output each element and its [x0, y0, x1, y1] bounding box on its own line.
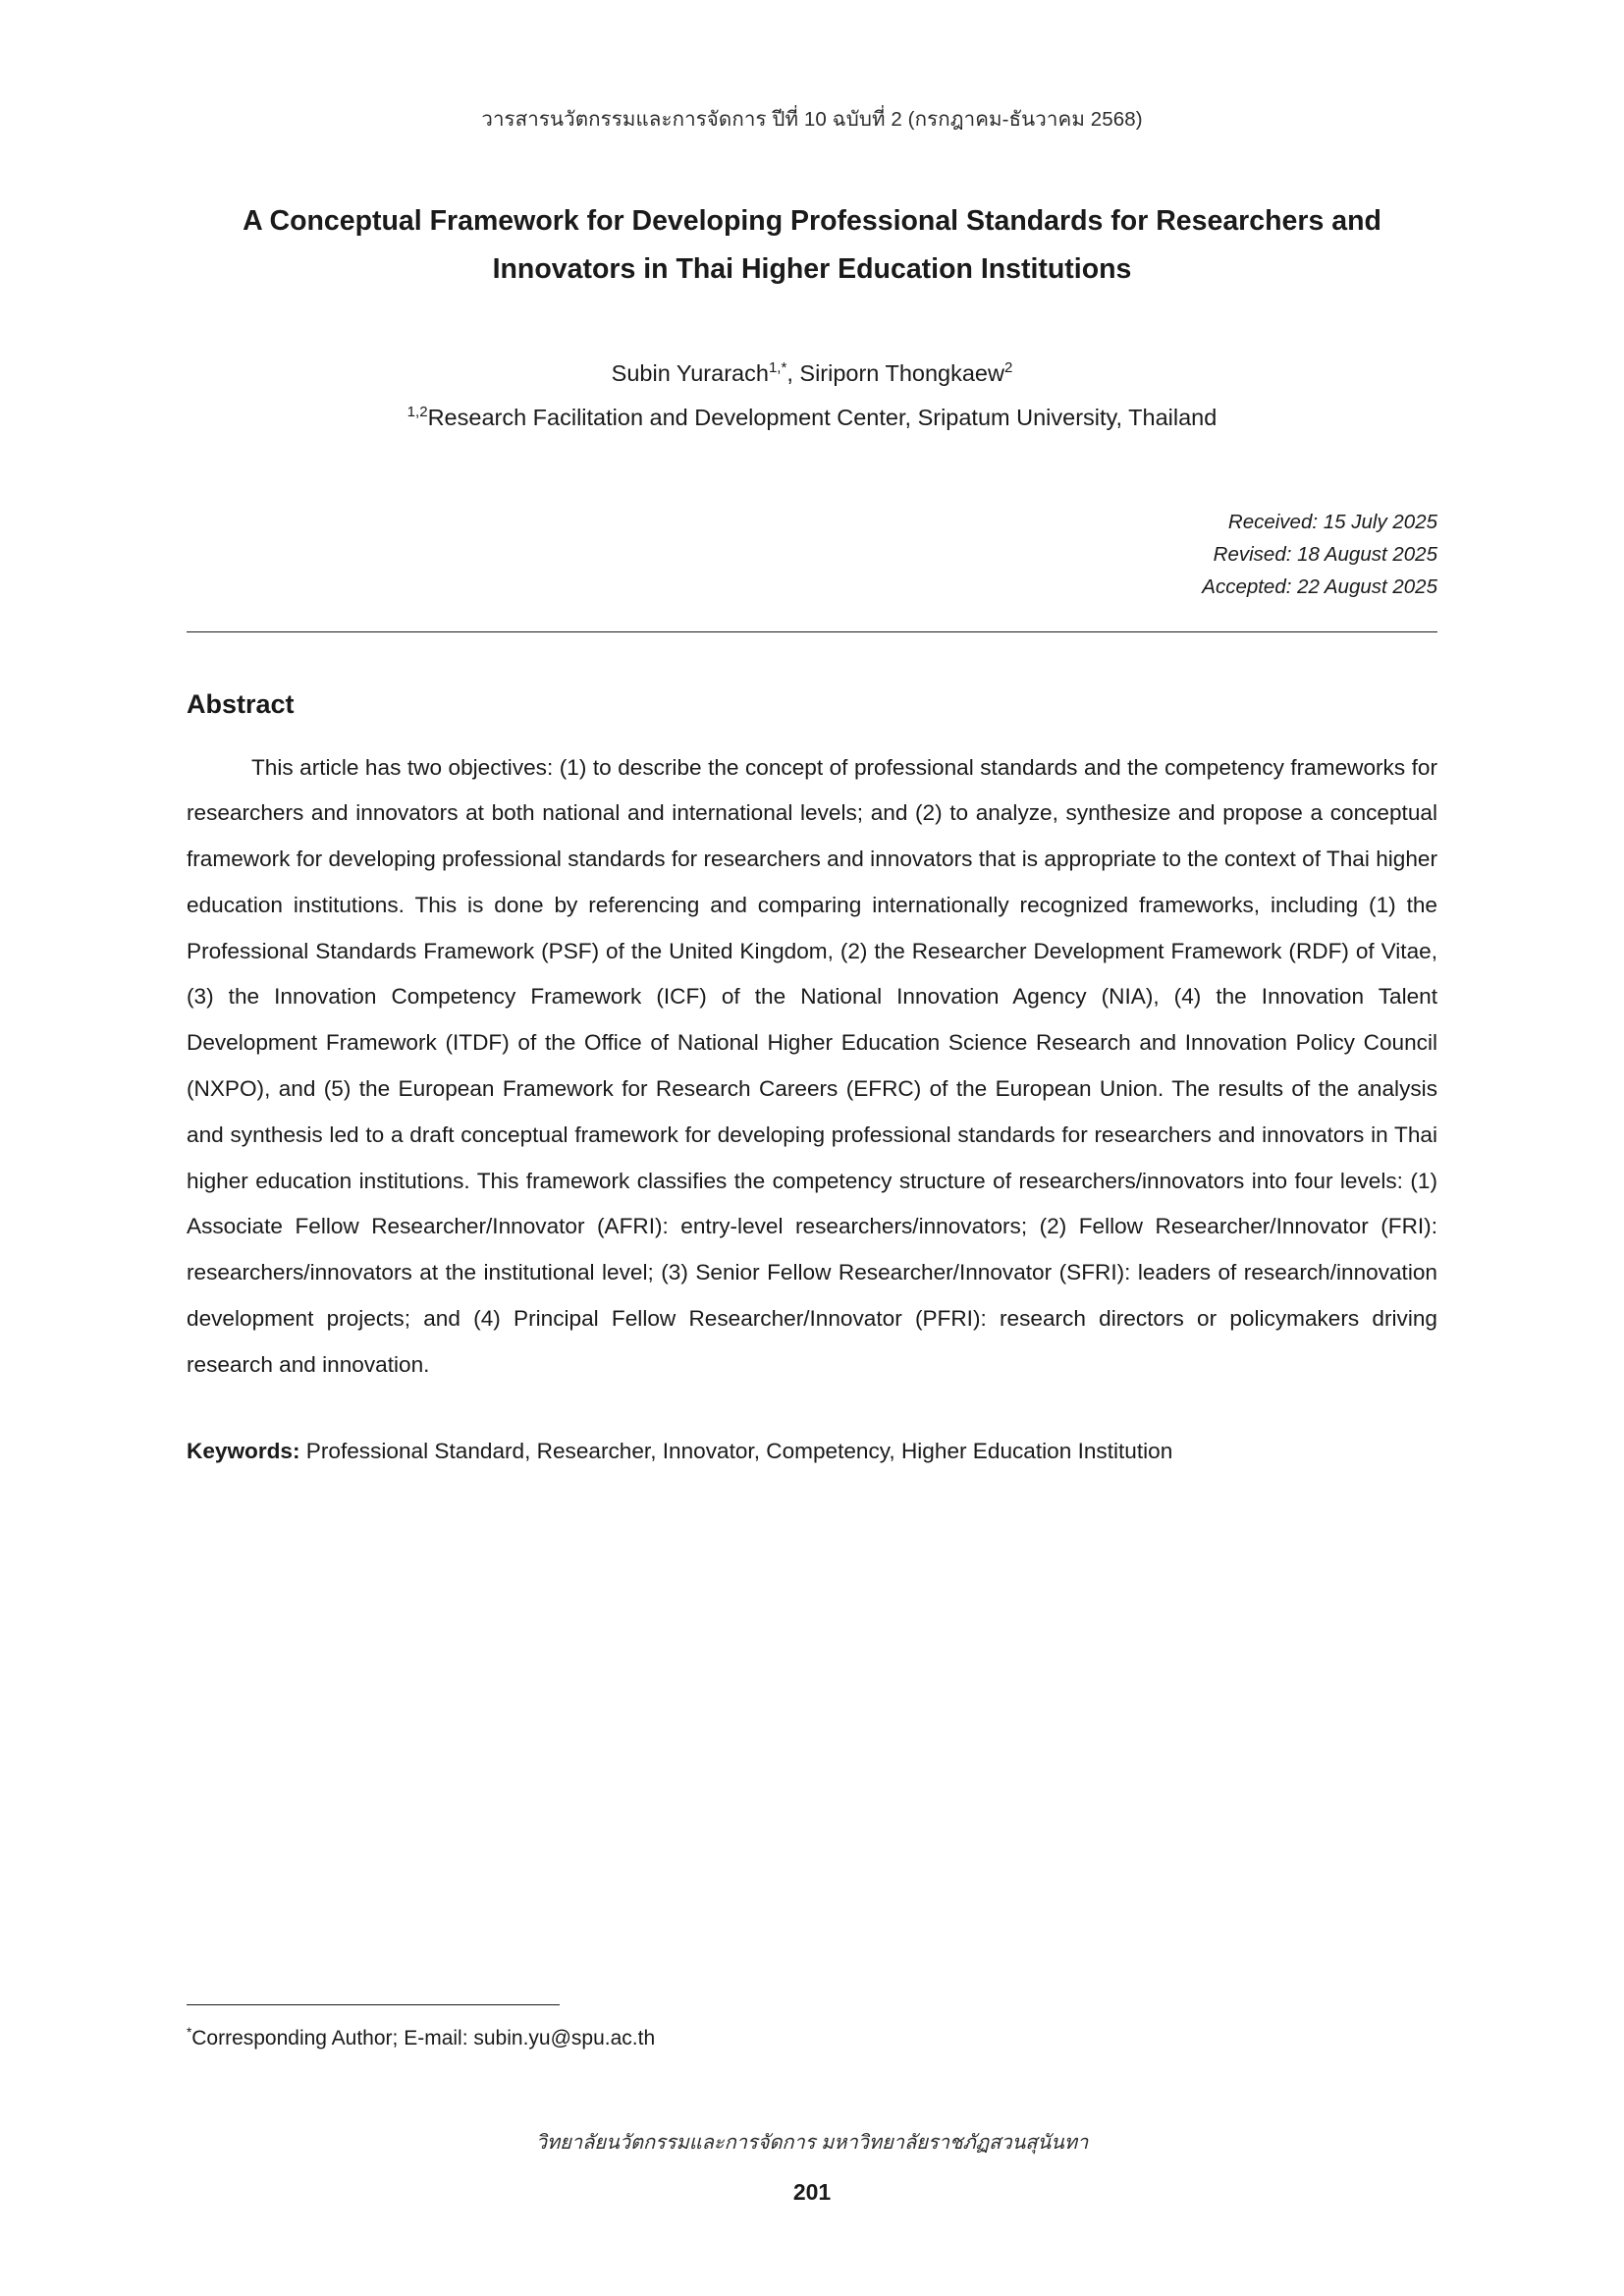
running-head: วารสารนวัตกรรมและการจัดการ ปีที่ 10 ฉบับที่ 2 (กรกฎาคม-ธันวาคม 2568): [481, 108, 1143, 131]
abstract-text: This article has two objectives: (1) to describe the concept of professional standards and the competency frameworks for researchers and innovators at both national and international levels; and (2) to analyze, synthesize and propose a conceptual framework for developing professional standards for researchers and innovators that is appropriate to the context of Thai higher education institutions. This is done by referencing and comparing internationally recognized frameworks, including (1) the Professional Standards Framework (PSF) of the United Kingdom, (2) the Researcher Development Framework (RDF) of Vitae, (3) the Innovation Competency Framework (ICF) of the National Innovation Agency (NIA), (4) the Innovation Talent Development Framework (ITDF) of the Office of National Higher Education Science Research and Innovation Policy Council (NXPO), and (5) the European Framework for Research Careers (EFRC) of the European Union. The results of the analysis and synthesis led to a draft conceptual framework for developing professional standards for researchers and innovators in Thai higher education institutions. This framework classifies the competency structure of researchers/innovators into four levels: (1) Associate Fellow Researcher/Innovator (AFRI): entry-level researchers/innovators; (2) Fellow Researcher/Innovator (FRI): researchers/innovators at the institutional level; (3) Senior Fellow Researcher/Innovator (SFRI): leaders of research/innovation development projects; and (4) Principal Fellow Researcher/Innovator (PFRI): research directors or policymakers driving research and innovation.: [187, 754, 1437, 1377]
abstract-body: [187, 745, 1437, 1389]
footnote-text: Corresponding Author; E-mail: subin.yu@spu.ac.th: [191, 2027, 656, 2050]
footnote-divider: [187, 2004, 560, 2005]
corresponding-author-footnote: [187, 2027, 1437, 2050]
page-number: 201: [792, 2179, 832, 2205]
date-revised: Revised: 18 August 2025: [1213, 543, 1437, 567]
keywords-value: Professional Standard, Researcher, Innovator, Competency, Higher Education Institution: [299, 1439, 1173, 1464]
author-2-affiliation-marker: 2: [1003, 359, 1013, 377]
affiliation-line: [187, 405, 1437, 431]
author-1-affiliation-marker: 1,*: [768, 359, 787, 377]
date-accepted: Accepted: 22 August 2025: [1202, 575, 1437, 599]
keywords-line: [187, 1431, 1437, 1473]
author-2-name: Siriporn Thongkaew: [799, 360, 1004, 387]
footnote-marker: *: [187, 2025, 192, 2040]
keywords-label: Keywords:: [187, 1439, 300, 1464]
page-title: A Conceptual Framework for Developing Professional Standards for Researchers and Innovators in Thai Higher Education Institutions: [243, 205, 1381, 286]
date-received: Received: 15 July 2025: [1227, 511, 1437, 534]
footer-journal-name: วิทยาลัยนวัตกรรมและการจัดการ มหาวิทยาลัยราชภัฏสวนสุนันทา: [535, 2132, 1089, 2154]
affiliation-text: Research Facilitation and Development Center, Sripatum University, Thailand: [427, 405, 1218, 431]
abstract-heading: Abstract: [187, 688, 295, 719]
author-1-name: Subin Yurarach: [611, 360, 769, 387]
author-line: [187, 360, 1437, 387]
footnote-section: [187, 2004, 1437, 2050]
header-divider: [187, 631, 1437, 632]
page-footer: [0, 2126, 1624, 2206]
submission-dates: [187, 506, 1437, 604]
affiliation-marker: 1,2: [406, 404, 428, 421]
author-separator: ,: [786, 360, 800, 387]
